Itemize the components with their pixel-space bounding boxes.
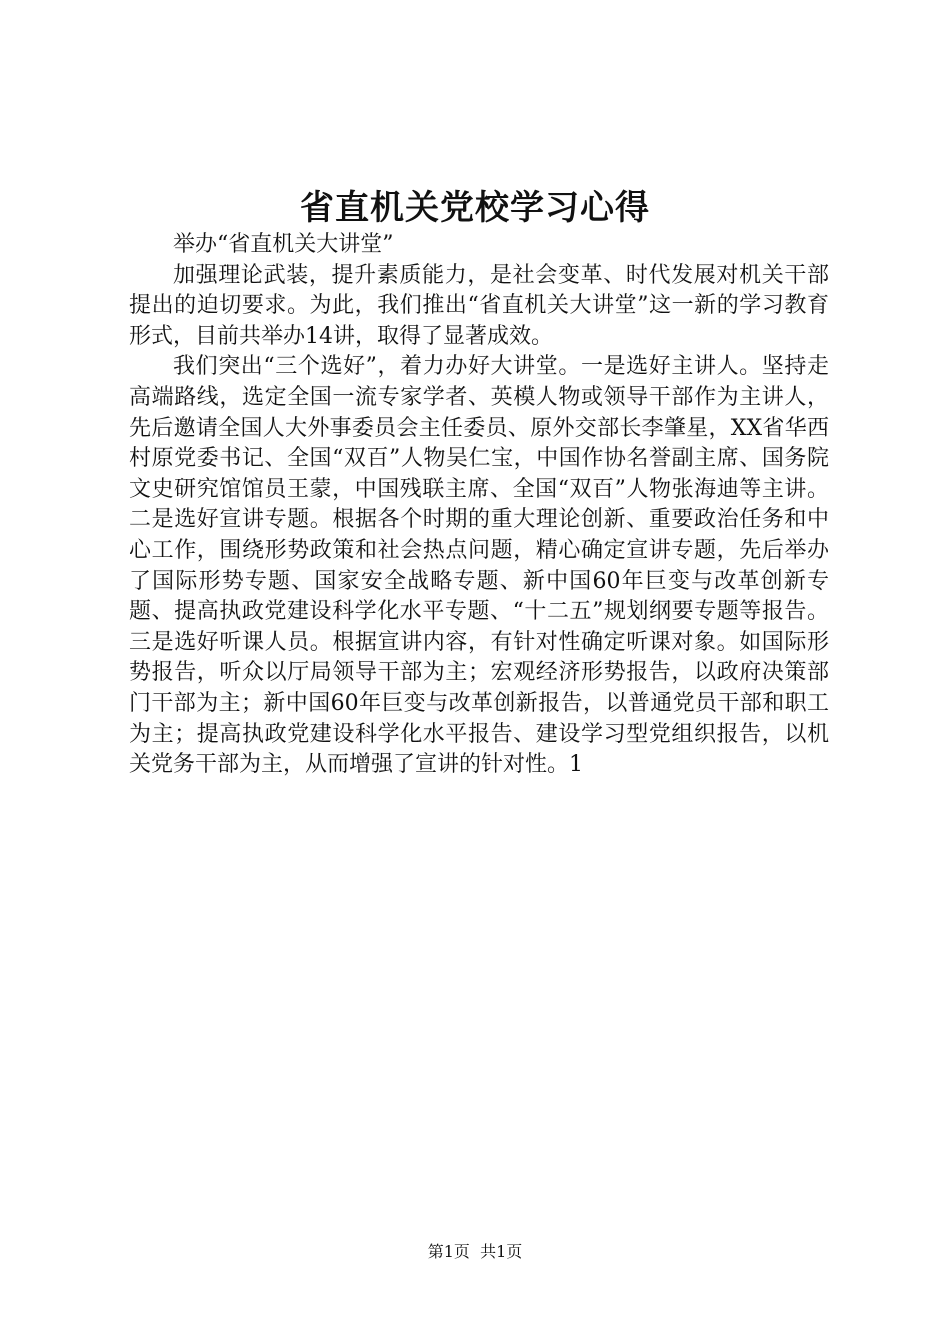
page-total: 共1页 (480, 1242, 523, 1261)
footer-spacer (470, 1242, 480, 1261)
document-title: 省直机关党校学习心得 (300, 188, 650, 228)
paragraph-heading: 举办“省直机关大讲堂” (173, 232, 394, 257)
paragraph-intro: 加强理论武装，提升素质能力，是社会变革、时代发展对机关干部提出的迫切要求。为此，我们推出“省直机关大讲堂”这一新的学习教育形式，目前共举办14讲，取得了显著成效。 (129, 262, 829, 349)
page-footer (0, 1240, 950, 1264)
paragraph-main: 我们突出“三个选好”，着力办好大讲堂。一是选好主讲人。坚持走高端路线，选定全国一流专家学者、英模人物或领导干部作为主讲人，先后邀请全国人大外事委员会主任委员、原外交部长李肇星，XX省华西村原党委书记、全国“双百”人物吴仁宝，中国作协名誉副主席、国务院文史研究馆馆员王蒙，中国残联主席、全国“双百”人物张海迪等主讲。二是选好宣讲专题。根据各个时期的重大理论创新、重要政治任务和中心工作，围绕形势政策和社会热点问题，精心确定宣讲专题，先后举办了国际形势专题、国家安全战略专题、新中国60年巨变与改革创新专题、提高执政党建设科学化水平专题、“十二五”规划纲要专题等报告。三是选好听课人员。根据宣讲内容，有针对性确定听课对象。如国际形势报告，听众以厅局领导干部为主；宏观经济形势报告，以政府决策部门干部为主；新中国60年巨变与改革创新报告，以普通党员干部和职工为主；提高执政党建设科学化水平报告、建设学习型党组织报告，以机关党务干部为主，从而增强了宣讲的针对性。1 (129, 354, 829, 778)
document-body (129, 230, 829, 781)
page-current: 第1页 (427, 1242, 470, 1261)
